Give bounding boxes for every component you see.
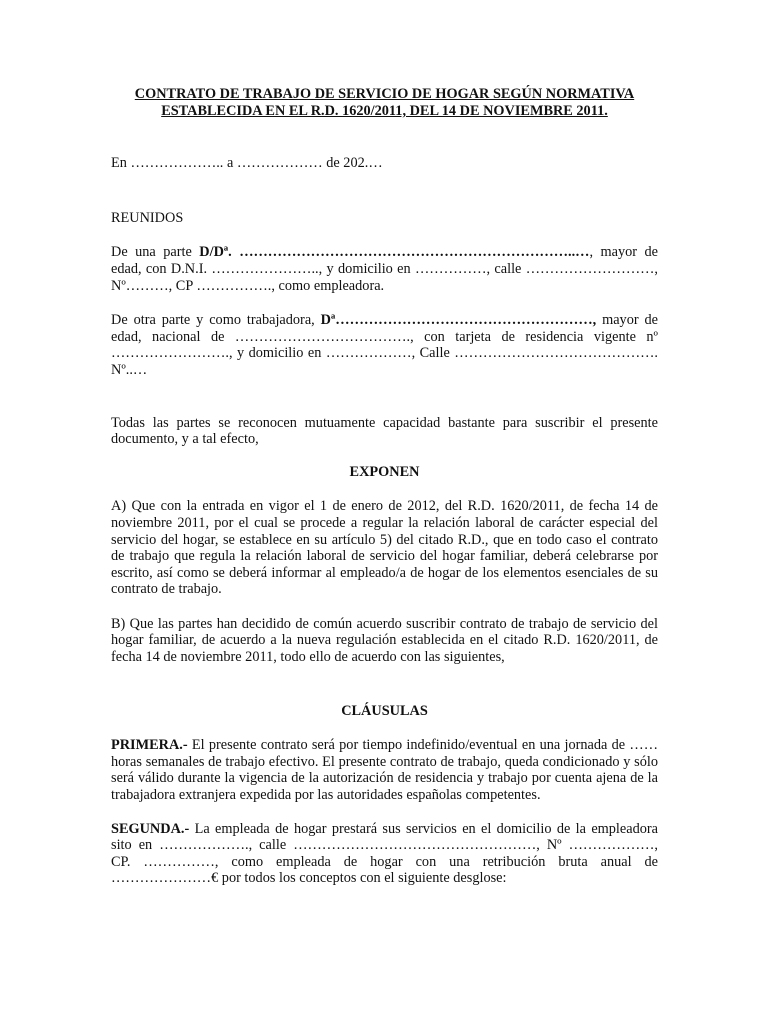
title-line-1: CONTRATO DE TRABAJO DE SERVICIO DE HOGAR SEGÚN NORMATIVA xyxy=(134,86,635,102)
worker-paragraph xyxy=(111,312,658,378)
place-date-line: En ……………….. a ……………… de 202.… xyxy=(111,155,383,172)
clause-primera xyxy=(111,737,658,803)
clause-segunda xyxy=(111,821,658,887)
worker-details: mayor de edad, nacional de ………………………………., con tarjeta de residencia vigente nº ……………………., y domicilio en ………………, Calle ……………………………………. Nº..… xyxy=(111,312,659,378)
clausulas-heading: CLÁUSULAS xyxy=(341,702,428,719)
employer-name-field: D/Dª. ……………………………………………………………..… xyxy=(199,244,590,261)
exponen-paragraph-a: A) Que con la entrada en vigor el 1 de enero de 2012, del R.D. 1620/2011, de fecha 14 de noviembre 2011, por el cual se procede a regular la relación laboral de carácter especial del servicio del hogar, se establece en su artículo 5) del citado R.D., que en todo caso el contrato de trabajo que regula la relación laboral de servicio del hogar familiar, deberá celebrarse por escrito, así como se deberá informar al empleado/a de hogar de los elementos esenciales de su contrato de trabajo. xyxy=(111,498,658,598)
clause-primera-label: PRIMERA.- xyxy=(111,737,188,754)
capacity-paragraph: Todas las partes se reconocen mutuamente capacidad bastante para suscribir el presente documento, y a tal efecto, xyxy=(111,414,658,448)
contract-document xyxy=(111,86,658,887)
document-title xyxy=(111,86,658,119)
employer-lead: De una parte xyxy=(111,244,192,261)
reunidos-heading: REUNIDOS xyxy=(111,209,184,226)
clause-segunda-label: SEGUNDA.- xyxy=(111,820,190,837)
employer-details: , mayor de edad, con D.N.I. ………………….., y domicilio en ……………, calle ………………………, Nº………, CP ……………., como empleadora. xyxy=(111,244,658,294)
exponen-heading: EXPONEN xyxy=(349,463,420,480)
worker-lead: De otra parte y como trabajadora, xyxy=(111,312,315,329)
clause-segunda-text: La empleada de hogar prestará sus servicios en el domicilio de la empleadora sito en ………………., calle ……………………………………………, Nº ………………, CP. ……………, como empleada de hogar con una retribución bruta anual de …………………€ por todos los conceptos con el siguiente desglose: xyxy=(111,820,658,887)
title-line-2: ESTABLECIDA EN EL R.D. 1620/2011, DEL 14 DE NOVIEMBRE 2011. xyxy=(161,102,608,119)
employer-paragraph xyxy=(111,244,658,294)
worker-name-field: Dª………………………………………………, xyxy=(320,312,597,329)
exponen-paragraph-b: B) Que las partes han decidido de común acuerdo suscribir contrato de trabajo de servicio del hogar familiar, de acuerdo a la nueva regulación establecida en el citado R.D. 1620/2011, de fecha 14 de noviembre 2011, todo ello de acuerdo con las siguientes, xyxy=(111,615,658,666)
clause-primera-text: El presente contrato será por tiempo indefinido/eventual en una jornada de …… horas semanales de trabajo efectivo. El presente contrato de trabajo, queda condicionado y sólo será válido durante la vigencia de la autorización de residencia y trabajo por cuenta ajena de la trabajadora extranjera expedida por las autoridades españolas competentes. xyxy=(111,737,658,804)
